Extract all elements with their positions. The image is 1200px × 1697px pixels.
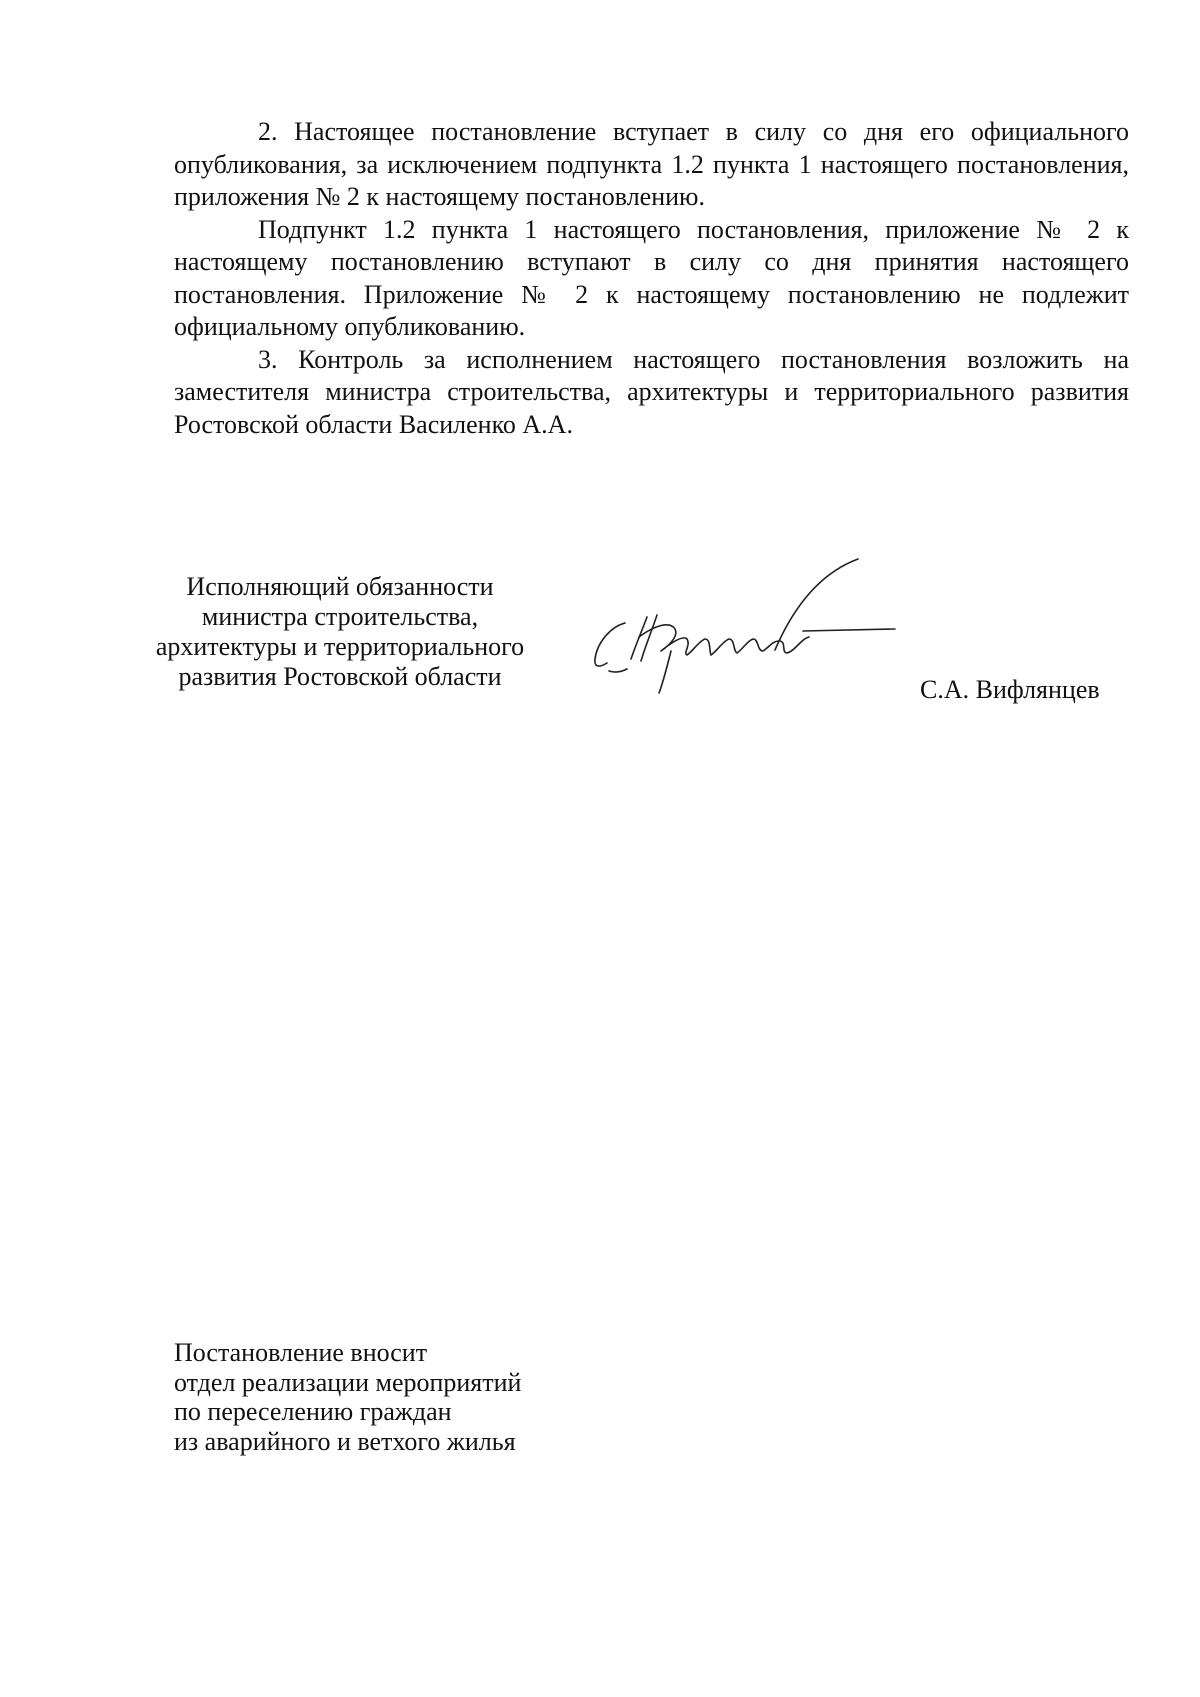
- signatory-position: [110, 572, 570, 692]
- paragraph-subclause-effective: Подпункт 1.2 пункта 1 настоящего постановления, приложение № 2 к настоящему постановлению вступают в силу со дня принятия настоящего постановления. Приложение № 2 к настоящему постановлению не подлежит официальному опубликованию.: [174, 214, 1129, 341]
- position-line: развития Ростовской области: [178, 662, 502, 691]
- position-line: Исполняющий обязанности: [186, 572, 494, 601]
- submitter-line: Постановление вносит: [174, 1338, 428, 1367]
- paragraph-entry-into-force: 2. Настоящее постановление вступает в силу со дня его официального опубликования, за исключением подпункта 1.2 пункта 1 настоящего постановления, приложения № 2 к настоящему постановлению.: [174, 117, 1129, 211]
- submitter-line: из аварийного и ветхого жилья: [174, 1426, 516, 1456]
- paragraph-control: 3. Контроль за исполнением настоящего постановления возложить на заместителя министра строительства, архитектуры и территориального развития Ростовской области Василенко А.А.: [174, 344, 1129, 439]
- submitter-line: по переселению граждан: [174, 1397, 452, 1426]
- position-line: министра строительства,: [201, 602, 479, 631]
- handwritten-signature: [575, 555, 905, 710]
- signatory-name: С.А. Вифлянцев: [920, 675, 1100, 704]
- document-body: [174, 116, 1129, 441]
- submitter-line: отдел реализации мероприятий: [174, 1367, 522, 1397]
- position-line: архитектуры и территориального: [155, 632, 525, 661]
- submitter-note: [174, 1338, 521, 1456]
